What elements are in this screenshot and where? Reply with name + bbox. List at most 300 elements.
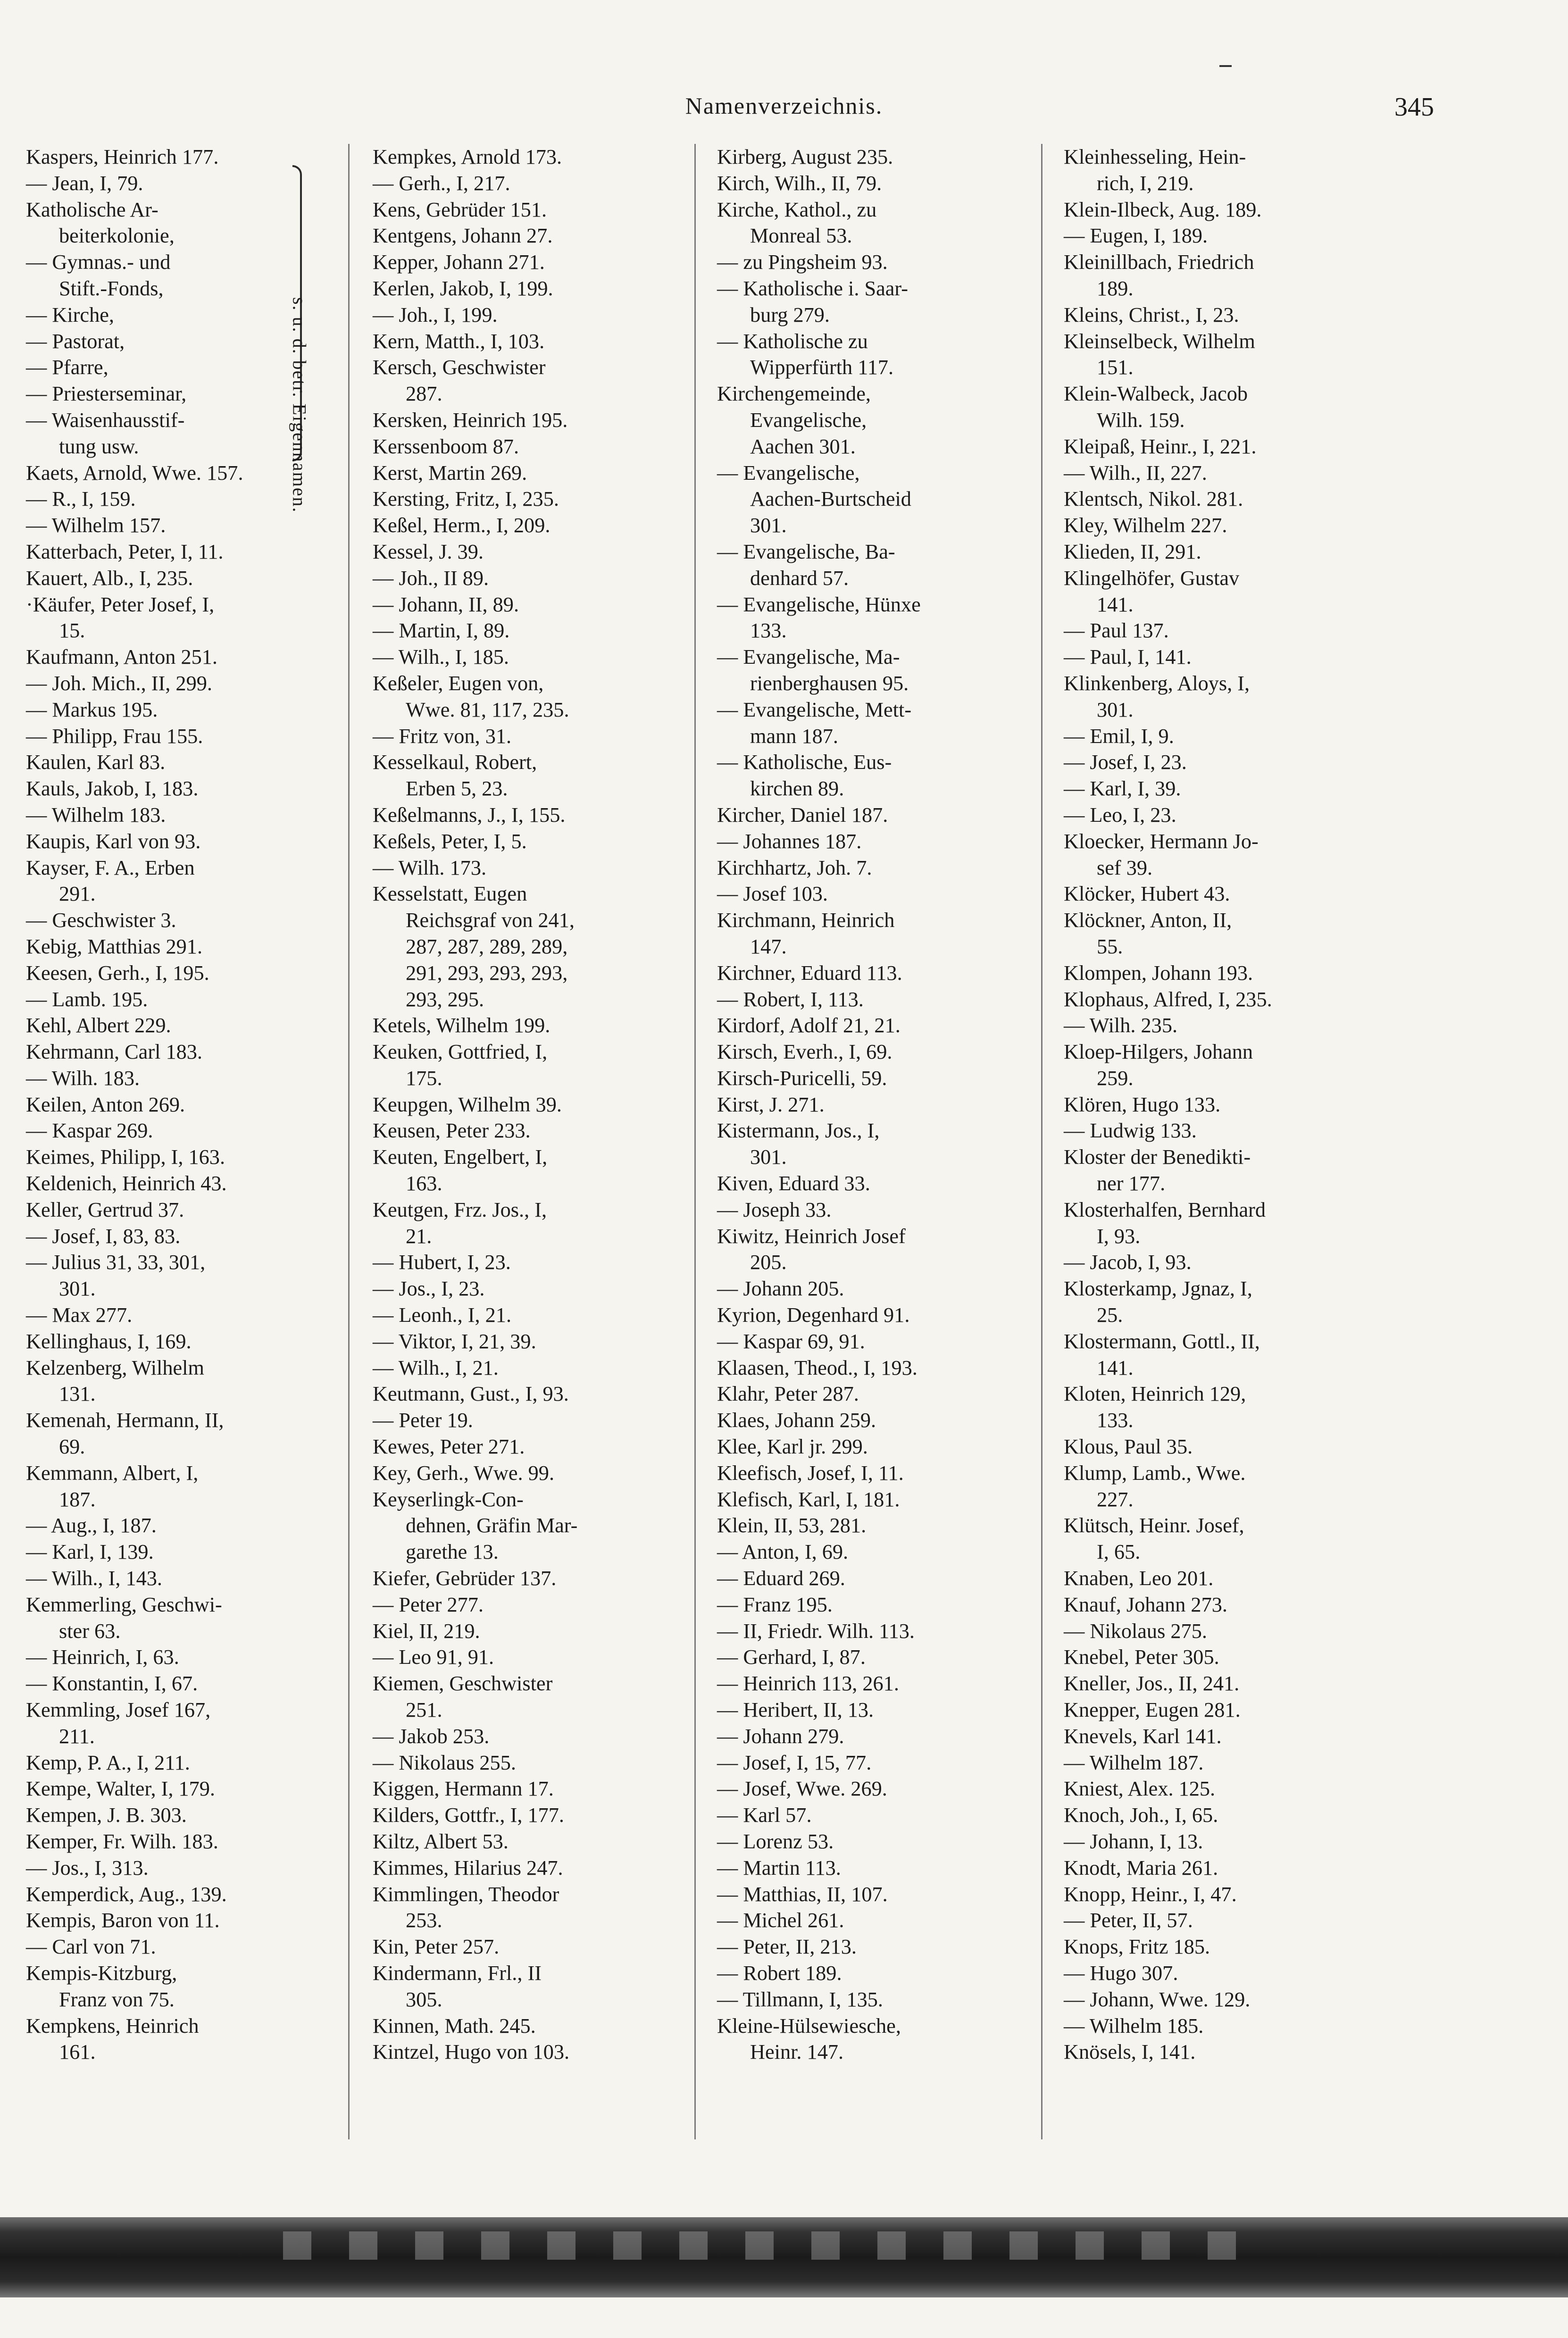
index-entry: — Johann, II, 89.: [373, 593, 519, 616]
index-entry: Kayser, F. A., Erben: [26, 856, 195, 879]
index-entry: Kesselkaul, Robert,: [373, 751, 537, 774]
index-entry: Klöckner, Anton, II,: [1064, 909, 1232, 932]
index-entry: 141.: [1097, 593, 1134, 616]
index-entry: I, 65.: [1097, 1540, 1141, 1564]
index-entry: Klieden, II, 291.: [1064, 540, 1201, 563]
index-entry: Kaspers, Heinrich 177.: [26, 145, 219, 168]
index-entry: — Katholische i. Saar-: [717, 276, 909, 300]
index-entry: Klosterhalfen, Bernhard: [1064, 1198, 1266, 1221]
index-entry: Knebel, Peter 305.: [1064, 1645, 1219, 1669]
index-entry: Kens, Gebrüder 151.: [373, 198, 547, 221]
index-entry: — R., I, 159.: [26, 487, 136, 511]
index-entry: Keuten, Engelbert, I,: [373, 1145, 548, 1169]
index-entry: Knodt, Maria 261.: [1064, 1856, 1218, 1879]
index-entry: — Josef, I, 83, 83.: [26, 1224, 181, 1248]
index-entry: Aachen 301.: [750, 434, 856, 458]
index-entry: kirchen 89.: [750, 777, 844, 801]
index-entry: 163.: [406, 1172, 442, 1195]
index-entry: — Joh., I, 199.: [373, 303, 498, 326]
index-entry: Kiwitz, Heinrich Josef: [717, 1224, 906, 1248]
index-entry: Wilh. 159.: [1097, 408, 1185, 432]
index-entry: — Kaspar 269.: [26, 1119, 153, 1143]
index-entry: Keusen, Peter 233.: [373, 1119, 531, 1143]
index-entry: Kirch, Wilh., II, 79.: [717, 171, 882, 195]
index-entry: — Matthias, II, 107.: [717, 1882, 888, 1906]
index-entry: — Katholische, Eus-: [717, 751, 892, 774]
index-entry: — Eugen, I, 189.: [1064, 224, 1208, 248]
index-entry: — Carl von 71.: [26, 1935, 156, 1959]
index-entry: Kellinghaus, I, 169.: [26, 1329, 192, 1353]
index-entry: Keßels, Peter, I, 5.: [373, 829, 527, 853]
index-entry: dehnen, Gräfin Mar-: [406, 1514, 578, 1537]
index-entry: — Joh., II 89.: [373, 566, 489, 590]
index-entry: Keimes, Philipp, I, 163.: [26, 1145, 225, 1169]
index-entry: — Tillmann, I, 135.: [717, 1987, 883, 2011]
index-entry: Kesselstatt, Eugen: [373, 882, 527, 906]
index-entry: 301.: [1097, 698, 1134, 721]
index-entry: Knopp, Heinr., I, 47.: [1064, 1882, 1237, 1906]
index-entry: Kilders, Gottfr., I, 177.: [373, 1804, 565, 1827]
index-entry: — Martin, I, 89.: [373, 619, 510, 643]
index-entry: ·Käufer, Peter Josef, I,: [26, 593, 215, 616]
index-entry: — Karl, I, 139.: [26, 1540, 154, 1564]
index-entry: Keupgen, Wilhelm 39.: [373, 1093, 562, 1116]
index-entry: Aachen-Burtscheid: [750, 487, 911, 511]
index-entry: 15.: [59, 619, 85, 643]
index-entry: — Pastorat,: [26, 329, 125, 353]
index-entry: Kleefisch, Josef, I, 11.: [717, 1461, 904, 1485]
index-entry: Reichsgraf von 241,: [406, 909, 575, 932]
index-entry: Keßeler, Eugen von,: [373, 671, 544, 695]
index-entry: Keldenich, Heinrich 43.: [26, 1172, 227, 1195]
index-entry: — Gymnas.- und: [26, 250, 171, 274]
index-entry: Kerssenboom 87.: [373, 434, 519, 458]
index-entry: Kiefer, Gebrüder 137.: [373, 1567, 557, 1590]
index-entry: — Wilh., I, 185.: [373, 645, 509, 669]
index-entry: Knepper, Eugen 281.: [1064, 1698, 1241, 1722]
index-entry: Stift.-Fonds,: [59, 276, 164, 300]
index-entry: Kirchengemeinde,: [717, 382, 871, 406]
index-entry: Kauert, Alb., I, 235.: [26, 566, 193, 590]
index-entry: 293, 295.: [406, 987, 484, 1011]
index-entry: 251.: [406, 1698, 442, 1722]
index-entry: Kircher, Daniel 187.: [717, 803, 888, 827]
index-entry: Kempen, J. B. 303.: [26, 1804, 187, 1827]
index-entry: — Max 277.: [26, 1303, 133, 1327]
index-entry: — Nikolaus 275.: [1064, 1619, 1207, 1643]
index-entry: 161.: [59, 2040, 96, 2064]
index-entry: 25.: [1097, 1303, 1123, 1327]
index-entry: — Jacob, I, 93.: [1064, 1251, 1192, 1274]
index-entry: — zu Pingsheim 93.: [717, 250, 888, 274]
index-column-3: [717, 144, 1043, 2065]
index-entry: Kelzenberg, Wilhelm: [26, 1356, 204, 1379]
page-number: 345: [1394, 92, 1434, 122]
index-entry: Klören, Hugo 133.: [1064, 1093, 1221, 1116]
index-entry: Klentsch, Nikol. 281.: [1064, 487, 1243, 511]
index-entry: 291.: [59, 882, 96, 906]
index-entry: Kiven, Eduard 33.: [717, 1172, 870, 1195]
page-header: [0, 92, 1568, 134]
index-entry: tung usw.: [59, 434, 139, 458]
index-entry: Knops, Fritz 185.: [1064, 1935, 1210, 1959]
index-entry: Kempis, Baron von 11.: [26, 1909, 220, 1932]
index-entry: — Konstantin, I, 67.: [26, 1672, 198, 1695]
index-entry: — Peter 277.: [373, 1593, 484, 1616]
index-entry: Kimmlingen, Theodor: [373, 1882, 559, 1906]
index-column-4: [1064, 144, 1422, 2065]
index-entry: Klosterkamp, Jgnaz, I,: [1064, 1277, 1252, 1301]
index-entry: Kemmerling, Geschwi-: [26, 1593, 222, 1616]
index-entry: Knoch, Joh., I, 65.: [1064, 1804, 1218, 1827]
index-entry: Knauf, Johann 273.: [1064, 1593, 1227, 1616]
index-entry: Knösels, I, 141.: [1064, 2040, 1196, 2064]
index-entry: Kerlen, Jakob, I, 199.: [373, 276, 553, 300]
index-entry: 287.: [406, 382, 442, 406]
index-entry: Monreal 53.: [750, 224, 852, 248]
index-entry: Kloecker, Hermann Jo-: [1064, 829, 1259, 853]
index-entry: Kleinhesseling, Hein-: [1064, 145, 1246, 168]
index-entry: — Wilhelm 183.: [26, 803, 166, 827]
index-entry: — Karl 57.: [717, 1804, 812, 1827]
index-entry: garethe 13.: [406, 1540, 499, 1564]
index-entry: Ketels, Wilhelm 199.: [373, 1014, 550, 1037]
index-entry: — Geschwister 3.: [26, 909, 176, 932]
index-entry: 301.: [750, 514, 787, 537]
column-rule: [694, 144, 696, 2139]
index-entry: ner 177.: [1097, 1172, 1166, 1195]
index-entry: Klingelhöfer, Gustav: [1064, 566, 1240, 590]
index-entry: burg 279.: [750, 303, 830, 326]
index-entry: 175.: [406, 1066, 442, 1090]
index-entry: Klompen, Johann 193.: [1064, 961, 1253, 985]
index-entry: Kirsch-Puricelli, 59.: [717, 1066, 887, 1090]
index-entry: 133.: [1097, 1409, 1134, 1432]
index-entry: — Heinrich, I, 63.: [26, 1645, 179, 1669]
index-entry: Kehl, Albert 229.: [26, 1014, 171, 1037]
index-entry: — Wilh. 183.: [26, 1066, 140, 1090]
index-entry: Katterbach, Peter, I, 11.: [26, 540, 224, 563]
index-entry: beiterkolonie,: [59, 224, 175, 248]
index-entry: 151.: [1097, 356, 1134, 379]
index-entry: — Wilh., I, 143.: [26, 1567, 163, 1590]
index-entry: — Priesterseminar,: [26, 382, 187, 406]
column-rule: [1041, 144, 1043, 2139]
index-entry: 133.: [750, 619, 787, 643]
index-entry: Kepper, Johann 271.: [373, 250, 545, 274]
index-entry: Keilen, Anton 269.: [26, 1093, 185, 1116]
index-entry: Kersken, Heinrich 195.: [373, 408, 568, 432]
index-entry: Kirchmann, Heinrich: [717, 909, 895, 932]
index-entry: Kin, Peter 257.: [373, 1935, 500, 1959]
index-entry: Kiltz, Albert 53.: [373, 1830, 509, 1853]
index-entry: Klahr, Peter 287.: [717, 1382, 859, 1406]
index-entry: — Robert, I, 113.: [717, 987, 864, 1011]
index-entry: Klöcker, Hubert 43.: [1064, 882, 1230, 906]
index-entry: — Franz 195.: [717, 1593, 833, 1616]
index-entry: Knaben, Leo 201.: [1064, 1567, 1214, 1590]
index-entry: Kleinselbeck, Wilhelm: [1064, 329, 1255, 353]
index-entry: — Peter, II, 213.: [717, 1935, 857, 1959]
index-entry: Kleine-Hülsewiesche,: [717, 2014, 901, 2037]
index-entry: I, 93.: [1097, 1224, 1141, 1248]
index-entry: 21.: [406, 1224, 432, 1248]
index-entry: — Wilhelm 187.: [1064, 1751, 1204, 1774]
index-entry: Kemmling, Josef 167,: [26, 1698, 211, 1722]
index-entry: — Johann, I, 13.: [1064, 1830, 1203, 1853]
index-entry: rich, I, 219.: [1097, 171, 1194, 195]
index-entry: Kiel, II, 219.: [373, 1619, 480, 1643]
index-entry: Kleipaß, Heinr., I, 221.: [1064, 434, 1257, 458]
index-entry: — Philipp, Frau 155.: [26, 724, 203, 748]
index-entry: Klaes, Johann 259.: [717, 1409, 876, 1432]
index-entry: 189.: [1097, 276, 1134, 300]
index-entry: — Wilh. 235.: [1064, 1014, 1178, 1037]
index-entry: Kiggen, Hermann 17.: [373, 1777, 554, 1801]
index-entry: Klee, Karl jr. 299.: [717, 1435, 868, 1459]
index-entry: Keutgen, Frz. Jos., I,: [373, 1198, 547, 1221]
index-entry: Keesen, Gerh., I, 195.: [26, 961, 209, 985]
index-entry: — Hugo 307.: [1064, 1961, 1178, 1985]
index-entry: — Jos., I, 23.: [373, 1277, 485, 1301]
index-entry: — Evangelische, Mett-: [717, 698, 912, 721]
index-entry: Kirchhartz, Joh. 7.: [717, 856, 872, 879]
index-entry: Kleins, Christ., I, 23.: [1064, 303, 1239, 326]
index-entry: Kentgens, Johann 27.: [373, 224, 553, 248]
index-entry: — Markus 195.: [26, 698, 158, 721]
index-entry: Klefisch, Karl, I, 181.: [717, 1487, 900, 1511]
index-entry: — Josef, I, 15, 77.: [717, 1751, 872, 1774]
index-entry: — Kaspar 69, 91.: [717, 1329, 865, 1353]
index-entry: Klein-Walbeck, Jacob: [1064, 382, 1248, 406]
index-entry: Kaufmann, Anton 251.: [26, 645, 218, 669]
top-dash-mark: [1219, 65, 1232, 67]
index-entry: 291, 293, 293, 293,: [406, 961, 568, 985]
index-entry: — Eduard 269.: [717, 1567, 845, 1590]
index-entry: Kebig, Matthias 291.: [26, 935, 203, 958]
index-entry: Kempkes, Arnold 173.: [373, 145, 562, 168]
index-entry: — Paul, I, 141.: [1064, 645, 1192, 669]
index-entry: Klump, Lamb., Wwe.: [1064, 1461, 1246, 1485]
index-entry: Kessel, J. 39.: [373, 540, 484, 563]
index-entry: — Lorenz 53.: [717, 1830, 834, 1853]
index-entry: — Johann 279.: [717, 1724, 844, 1748]
index-entry: Knevels, Karl 141.: [1064, 1724, 1222, 1748]
index-entry: Kniest, Alex. 125.: [1064, 1777, 1216, 1801]
index-entry: Klütsch, Heinr. Josef,: [1064, 1514, 1244, 1537]
index-entry: Keutmann, Gust., I, 93.: [373, 1382, 569, 1406]
index-entry: 141.: [1097, 1356, 1134, 1379]
index-entry: Kloten, Heinrich 129,: [1064, 1382, 1246, 1406]
index-entry: Keyserlingk-Con-: [373, 1487, 524, 1511]
index-entry: Katholische Ar-: [26, 198, 158, 221]
index-entry: Kempkens, Heinrich: [26, 2014, 199, 2037]
index-entry: Kintzel, Hugo von 103.: [373, 2040, 570, 2064]
index-entry: 187.: [59, 1487, 96, 1511]
index-entry: — Wilh., I, 21.: [373, 1356, 499, 1379]
index-entry: Key, Gerh., Wwe. 99.: [373, 1461, 555, 1485]
index-entry: — Heribert, II, 13.: [717, 1698, 874, 1722]
index-entry: — Gerh., I, 217.: [373, 171, 510, 195]
index-entry: Klinkenberg, Aloys, I,: [1064, 671, 1250, 695]
index-entry: Kaupis, Karl von 93.: [26, 829, 201, 853]
index-entry: — Kirche,: [26, 303, 114, 326]
index-entry: Kloster der Benedikti-: [1064, 1145, 1251, 1169]
index-entry: 131.: [59, 1382, 96, 1406]
index-entry: Kinnen, Math. 245.: [373, 2014, 536, 2037]
index-entry: Kaulen, Karl 83.: [26, 751, 166, 774]
index-entry: Klophaus, Alfred, I, 235.: [1064, 987, 1272, 1011]
index-entry: 205.: [750, 1251, 787, 1274]
index-entry: 301.: [59, 1277, 96, 1301]
index-entry: Klous, Paul 35.: [1064, 1435, 1193, 1459]
index-entry: — Heinrich 113, 261.: [717, 1672, 899, 1695]
index-entry: Erben 5, 23.: [406, 777, 508, 801]
index-entry: — Karl, I, 39.: [1064, 777, 1181, 801]
index-entry: — Nikolaus 255.: [373, 1751, 516, 1774]
index-entry: 259.: [1097, 1066, 1134, 1090]
index-entry: Heinr. 147.: [750, 2040, 844, 2064]
index-entry: — Joseph 33.: [717, 1198, 832, 1221]
index-entry: Kiemen, Geschwister: [373, 1672, 553, 1695]
index-entry: Kemmann, Albert, I,: [26, 1461, 199, 1485]
index-entry: Keller, Gertrud 37.: [26, 1198, 184, 1221]
index-entry: — Jos., I, 313.: [26, 1856, 149, 1879]
index-entry: Keßel, Herm., I, 209.: [373, 514, 550, 537]
index-entry: — Johannes 187.: [717, 829, 862, 853]
index-entry: — Fritz von, 31.: [373, 724, 512, 748]
index-entry: 147.: [750, 935, 787, 958]
index-entry: Kyrion, Degenhard 91.: [717, 1303, 910, 1327]
index-entry: 301.: [750, 1145, 787, 1169]
index-entry: — Viktor, I, 21, 39.: [373, 1329, 536, 1353]
index-entry: Kempe, Walter, I, 179.: [26, 1777, 216, 1801]
index-entry: Klostermann, Gottl., II,: [1064, 1329, 1260, 1353]
index-entry: — Martin 113.: [717, 1856, 841, 1879]
index-entry: — Wilh. 173.: [373, 856, 487, 879]
index-entry: 69.: [59, 1435, 85, 1459]
index-entry: — Leo, I, 23.: [1064, 803, 1176, 827]
index-entry: Kaets, Arnold, Wwe. 157.: [26, 461, 243, 484]
index-entry: Wipperfürth 117.: [750, 356, 894, 379]
index-entry: Kemp, P. A., I, 211.: [26, 1751, 190, 1774]
index-entry: — Johann 205.: [717, 1277, 844, 1301]
index-entry: Evangelische,: [750, 408, 867, 432]
index-entry: Kirberg, August 235.: [717, 145, 893, 168]
index-entry: — Jean, I, 79.: [26, 171, 143, 195]
index-entry: — Julius 31, 33, 301,: [26, 1251, 206, 1274]
index-entry: Kirdorf, Adolf 21, 21.: [717, 1014, 901, 1037]
index-entry: — Peter 19.: [373, 1409, 473, 1432]
index-entry: — Pfarre,: [26, 356, 108, 379]
index-entry: Kehrmann, Carl 183.: [26, 1040, 202, 1064]
index-entry: Kirsch, Everh., I, 69.: [717, 1040, 892, 1064]
index-entry: — Josef, Wwe. 269.: [717, 1777, 887, 1801]
index-entry: — Peter, II, 57.: [1064, 1909, 1193, 1932]
index-entry: 305.: [406, 1987, 442, 2011]
index-entry: — Wilh., II, 227.: [1064, 461, 1207, 484]
index-entry: Kirche, Kathol., zu: [717, 198, 877, 221]
index-entry: 253.: [406, 1909, 442, 1932]
index-entry: 55.: [1097, 935, 1123, 958]
index-entry: Kewes, Peter 271.: [373, 1435, 525, 1459]
index-entry: rienberghausen 95.: [750, 671, 909, 695]
index-entry: — Katholische zu: [717, 329, 868, 353]
index-entry: Kindermann, Frl., II: [373, 1961, 542, 1985]
index-entry: Kirchner, Eduard 113.: [717, 961, 902, 985]
index-entry: 287, 287, 289, 289,: [406, 935, 568, 958]
index-entry: Kersch, Geschwister: [373, 356, 546, 379]
index-entry: — Evangelische, Hünxe: [717, 593, 921, 616]
index-entry: — Wilhelm 185.: [1064, 2014, 1204, 2037]
index-entry: — Aug., I, 187.: [26, 1514, 157, 1537]
index-entry: Kleinillbach, Friedrich: [1064, 250, 1254, 274]
index-entry: — Lamb. 195.: [26, 987, 148, 1011]
index-entry: — Evangelische, Ma-: [717, 645, 900, 669]
index-entry: Franz von 75.: [59, 1987, 175, 2011]
index-entry: — Robert 189.: [717, 1961, 842, 1985]
index-entry: — Gerhard, I, 87.: [717, 1645, 866, 1669]
index-entry: Kemperdick, Aug., 139.: [26, 1882, 227, 1906]
index-entry: Keßelmanns, J., I, 155.: [373, 803, 566, 827]
index-entry: — Jakob 253.: [373, 1724, 490, 1748]
index-entry: Kauls, Jakob, I, 183.: [26, 777, 199, 801]
index-entry: Kirst, J. 271.: [717, 1093, 825, 1116]
index-entry: — Wilhelm 157.: [26, 514, 166, 537]
index-entry: mann 187.: [750, 724, 839, 748]
index-entry: denhard 57.: [750, 566, 849, 590]
index-column-2: [373, 144, 698, 2065]
index-entry: Keuken, Gottfried, I,: [373, 1040, 548, 1064]
scan-edge-band: [0, 2217, 1568, 2297]
index-entry: Kerst, Martin 269.: [373, 461, 527, 484]
index-entry: — Leo 91, 91.: [373, 1645, 494, 1669]
index-entry: — Hubert, I, 23.: [373, 1251, 511, 1274]
page-title: Namenverzeichnis.: [685, 92, 883, 119]
index-entry: Kley, Wilhelm 227.: [1064, 514, 1227, 537]
index-entry: — Evangelische,: [717, 461, 860, 484]
index-entry: — Ludwig 133.: [1064, 1119, 1197, 1143]
index-entry: — Josef, I, 23.: [1064, 751, 1187, 774]
index-entry: — Johann, Wwe. 129.: [1064, 1987, 1251, 2011]
index-entry: Klein-Ilbeck, Aug. 189.: [1064, 198, 1262, 221]
index-entry: Kemenah, Hermann, II,: [26, 1409, 224, 1432]
index-entry: Kloep-Hilgers, Johann: [1064, 1040, 1253, 1064]
index-entry: — Joh. Mich., II, 299.: [26, 671, 212, 695]
index-entry: — Evangelische, Ba-: [717, 540, 895, 563]
index-entry: Kimmes, Hilarius 247.: [373, 1856, 563, 1879]
column-rule: [348, 144, 350, 2139]
index-entry: — Emil, I, 9.: [1064, 724, 1174, 748]
index-entry: — Michel 261.: [717, 1909, 844, 1932]
index-entry: Kempis-Kitzburg,: [26, 1961, 177, 1985]
index-entry: — Leonh., I, 21.: [373, 1303, 512, 1327]
index-entry: 227.: [1097, 1487, 1134, 1511]
index-entry: Kern, Matth., I, 103.: [373, 329, 545, 353]
index-entry: ster 63.: [59, 1619, 121, 1643]
index-entry: — Anton, I, 69.: [717, 1540, 849, 1564]
index-entry: Kneller, Jos., II, 241.: [1064, 1672, 1240, 1695]
index-entry: — Paul 137.: [1064, 619, 1169, 643]
index-entry: — II, Friedr. Wilh. 113.: [717, 1619, 915, 1643]
index-entry: 211.: [59, 1724, 95, 1748]
index-entry: Kemper, Fr. Wilh. 183.: [26, 1830, 218, 1853]
index-entry: sef 39.: [1097, 856, 1153, 879]
index-entry: Klein, II, 53, 281.: [717, 1514, 867, 1537]
index-entry: Kistermann, Jos., I,: [717, 1119, 880, 1143]
index-entry: — Waisenhausstif-: [26, 408, 185, 432]
index-entry: Wwe. 81, 117, 235.: [406, 698, 569, 721]
